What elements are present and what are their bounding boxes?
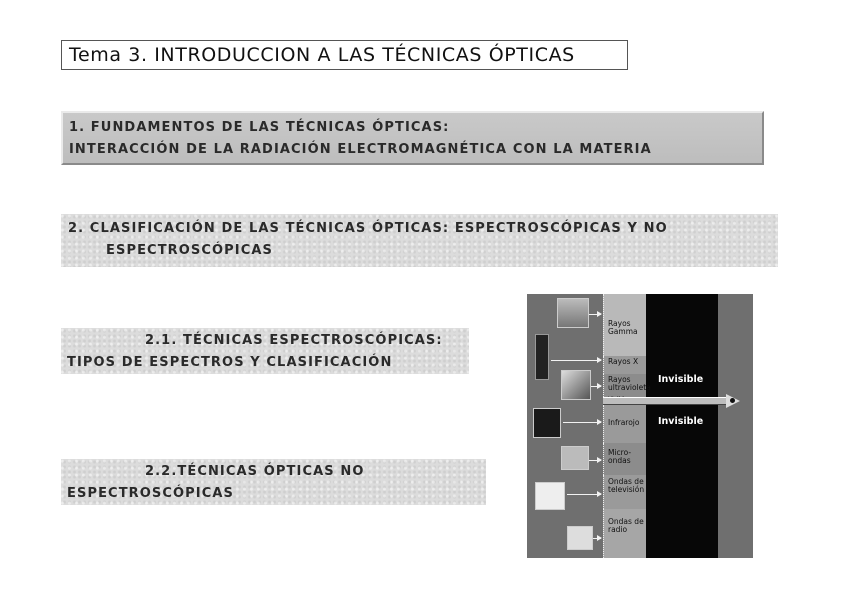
thermal-camera-icon	[533, 408, 561, 438]
section-2-1-subheading: TIPOS DE ESPECTROS Y CLASIFICACIÓN	[67, 355, 393, 370]
band-infrared	[603, 405, 646, 443]
arrow-icon	[589, 460, 601, 461]
section-1-banner	[61, 111, 764, 165]
band-label: Infrarojo	[608, 418, 640, 427]
arrow-icon	[563, 422, 601, 423]
band-label: Rayos X	[608, 357, 639, 366]
section-2-1-heading: 2.1. TÉCNICAS ESPECTROSCÓPICAS:	[145, 333, 443, 348]
radio-icon	[567, 526, 593, 550]
sunbather-icon	[561, 370, 591, 400]
arrow-icon	[567, 494, 601, 495]
section-1-subheading: INTERACCIÓN DE LA RADIACIÓN ELECTROMAGNÉTICA CON LA MATERIA	[69, 142, 652, 157]
visible-divider-bar	[603, 397, 731, 405]
invisible-label-lower: Invisible	[658, 416, 704, 427]
section-2-2-subheading: ESPECTROSCÓPICAS	[67, 486, 235, 501]
x-ray-person-icon	[535, 334, 549, 380]
microwave-oven-icon	[561, 446, 589, 470]
band-xray	[603, 356, 646, 374]
band-ultraviolet	[603, 374, 651, 397]
television-icon	[535, 482, 565, 510]
arrow-icon	[551, 360, 601, 361]
section-2-1-banner	[61, 328, 469, 374]
band-label: Micro-ondas	[608, 448, 632, 465]
band-radio	[603, 509, 646, 558]
band-gamma	[603, 294, 646, 356]
band-label: Ondas de radio	[608, 517, 644, 534]
section-2-heading: 2. CLASIFICACIÓN DE LAS TÉCNICAS ÓPTICAS: ESPECTROSCÓPICAS Y NO	[68, 221, 668, 236]
mushroom-cloud-icon	[557, 298, 589, 328]
invisible-label-upper: Invisible	[658, 374, 704, 385]
slide-title: Tema 3. INTRODUCCION A LAS TÉCNICAS ÓPTICAS	[61, 40, 628, 70]
section-2-2-banner	[61, 459, 486, 505]
band-microwave	[603, 443, 646, 475]
band-label: Rayos Gamma	[608, 319, 638, 336]
section-2-2-heading: 2.2.TÉCNICAS ÓPTICAS NO	[145, 464, 365, 479]
band-label: Ondas de televisión	[608, 477, 645, 494]
band-television	[603, 475, 646, 509]
section-1-heading: 1. FUNDAMENTOS DE LAS TÉCNICAS ÓPTICAS:	[69, 120, 450, 135]
arrow-icon	[593, 538, 601, 539]
section-2-heading-cont: ESPECTROSCÓPICAS	[106, 243, 274, 258]
arrow-icon	[591, 386, 601, 387]
pointer-dot-icon	[730, 398, 735, 403]
band-label: Rayos ultravioleta	[608, 375, 651, 392]
electromagnetic-spectrum-figure	[527, 294, 753, 558]
arrow-icon	[589, 314, 601, 315]
section-2-banner	[61, 214, 778, 267]
